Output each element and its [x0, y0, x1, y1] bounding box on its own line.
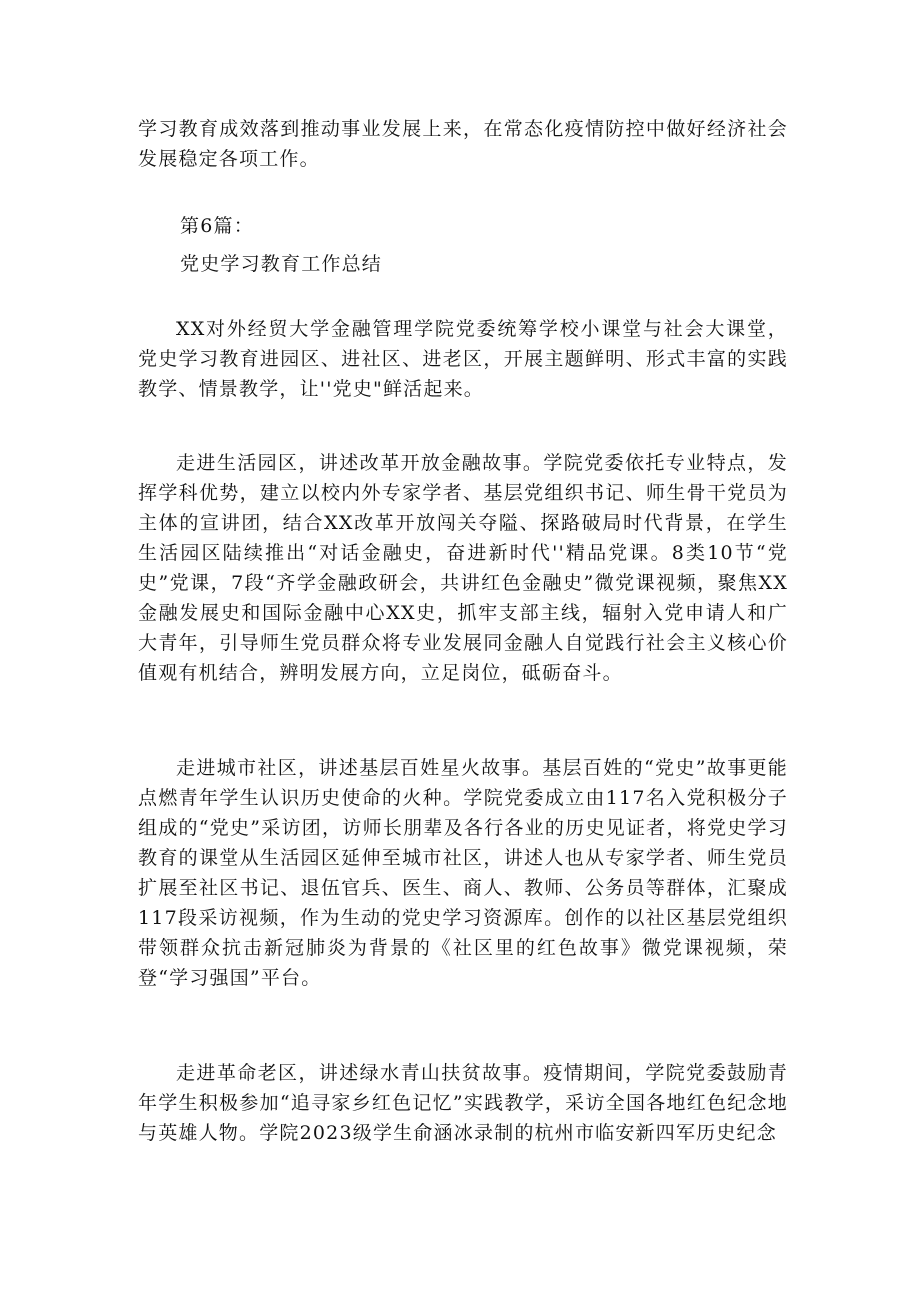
- section-number: 第6篇：: [180, 215, 254, 237]
- body-paragraph-campus: 走进生活园区，讲述改革开放金融故事。学院党委依托专业特点，发挥学科优势，建立以校内外专家学者、基层党组织书记、师生骨干党员为主体的宣讲团，结合XX改革开放闯关夺隘、探路破局时代背景，在学生生活园区陆续推出“对话金融史，奋进新时代''精品党课。8类10节“党史”党课，7段“齐学金融政研会，共讲红色金融史”微党课视频，聚焦XX金融发展史和国际金融中心XX史，抓牢支部主线，辐射入党申请人和广大青年，引导师生党员群众将专业发展同金融人自觉践行社会主义核心价值观有机结合，辨明发展方向，立足岗位，砥砺奋斗。: [138, 452, 788, 684]
- body-paragraph-intro: XX对外经贸大学金融管理学院党委统筹学校小课堂与社会大课堂，党史学习教育进园区、进社区、进老区，开展主题鲜明、形式丰富的实践教学、情景教学，让''党史"鲜活起来。: [138, 318, 788, 400]
- body-paragraph-revolutionary-area: 走进革命老区，讲述绿水青山扶贫故事。疫情期间，学院党委鼓励青年学生积极参加“追寻家乡红色记忆”实践教学，采访全国各地红色纪念地与英雄人物。学院2023级学生俞涵冰录制的杭州市临安新四军历史纪念: [138, 1062, 788, 1144]
- continuation-paragraph: 学习教育成效落到推动事业发展上来，在常态化疫情防控中做好经济社会发展稳定各项工作。: [138, 118, 788, 170]
- body-paragraph-community: 走进城市社区，讲述基层百姓星火故事。基层百姓的“党史”故事更能点燃青年学生认识历史使命的火种。学院党委成立由117名入党积极分子组成的“党史”采访团，访师长朋辈及各行各业的历史见证者，将党史学习教育的课堂从生活园区延伸至城市社区，讲述人也从专家学者、师生党员扩展至社区书记、退伍官兵、医生、商人、教师、公务员等群体，汇聚成117段采访视频，作为生动的党史学习资源库。创作的以社区基层党组织带领群众抗击新冠肺炎为背景的《社区里的红色故事》微党课视频，荣登“学习强国”平台。: [138, 757, 788, 989]
- section-title: 党史学习教育工作总结: [180, 253, 383, 275]
